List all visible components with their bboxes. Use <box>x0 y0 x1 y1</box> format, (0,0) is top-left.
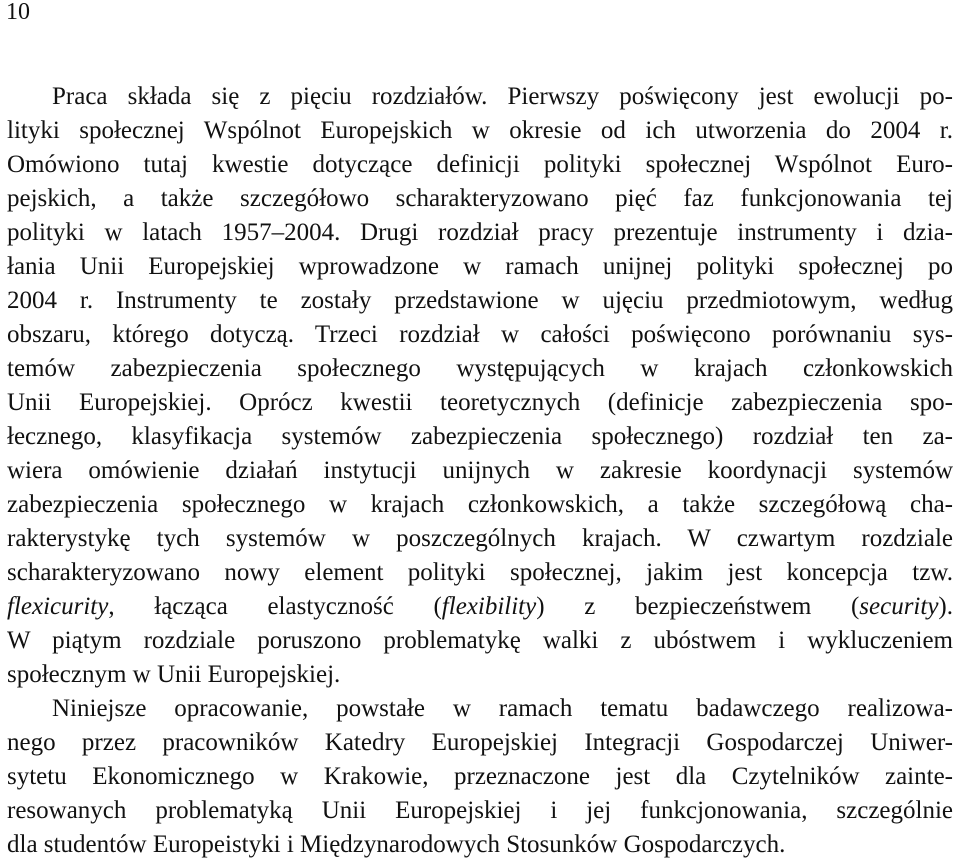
text-line: rakterystykę tych systemów w poszczególnych krajach. W czwartym rozdziale <box>7 525 953 552</box>
text-segment: ). <box>938 593 953 620</box>
text-line: społecznym w Unii Europejskiej. <box>7 661 341 688</box>
term-flexicurity: flexicurity <box>7 593 109 620</box>
term-flexibility: flexibility <box>441 593 537 620</box>
text-line: scharakteryzowano nowy element polityki społecznej, jakim jest koncepcja tzw. <box>7 559 953 586</box>
text-line: łecznego, klasyfikacja systemów zabezpieczenia społecznego) rozdział ten za- <box>7 423 953 450</box>
text-line: wiera omówienie działań instytucji unijnych w zakresie koordynacji systemów <box>7 457 953 484</box>
text-line: temów zabezpieczenia społecznego występujących w krajach członkowskich <box>7 355 953 382</box>
text-line: sytetu Ekonomicznego w Krakowie, przeznaczone jest dla Czytelników zainte- <box>7 763 953 790</box>
text-line: W piątym rozdziale poruszono problematykę walki z ubóstwem i wykluczeniem <box>7 627 953 654</box>
text-line: Omówiono tutaj kwestie dotyczące definicji polityki społecznej Wspólnot Euro- <box>7 151 953 178</box>
text-line: Praca składa się z pięciu rozdziałów. Pierwszy poświęcony jest ewolucji po- <box>52 83 953 110</box>
term-security: security <box>859 593 939 620</box>
text-line: resowanych problematyką Unii Europejskiej i jej funkcjonowania, szczególnie <box>7 797 953 824</box>
page-number: 10 <box>6 0 30 25</box>
text-line: łania Unii Europejskiej wprowadzone w ramach unijnej polityki społecznej po <box>7 253 953 280</box>
text-segment: , łącząca elastyczność ( <box>108 593 442 620</box>
text-line: nego przez pracowników Katedry Europejskiej Integracji Gospodarczej Uniwer- <box>7 729 953 756</box>
text-line: obszaru, którego dotyczą. Trzeci rozdział w całości poświęcono porównaniu sys- <box>7 321 953 348</box>
text-line: pejskich, a także szczegółowo scharakteryzowano pięć faz funkcjonowania tej <box>7 185 953 212</box>
text-line-with-terms <box>7 590 953 624</box>
text-line: lityki społecznej Wspólnot Europejskich w okresie od ich utworzenia do 2004 r. <box>7 117 953 144</box>
text-line: Unii Europejskiej. Oprócz kwestii teoretycznych (definicje zabezpieczenia spo- <box>7 389 953 416</box>
text-line: zabezpieczenia społecznego w krajach członkowskich, a także szczegółową cha- <box>7 491 953 518</box>
text-line: Niniejsze opracowanie, powstałe w ramach tematu badawczego realizowa- <box>52 695 953 722</box>
text-line: polityki w latach 1957–2004. Drugi rozdział pracy prezentuje instrumenty i dzia- <box>7 219 953 246</box>
text-segment: ) z bezpieczeństwem ( <box>536 593 860 620</box>
text-line: dla studentów Europeistyki i Międzynarodowych Stosunków Gospodarczych. <box>7 831 786 858</box>
text-line: 2004 r. Instrumenty te zostały przedstawione w ujęciu przedmiotowym, według <box>7 287 953 314</box>
